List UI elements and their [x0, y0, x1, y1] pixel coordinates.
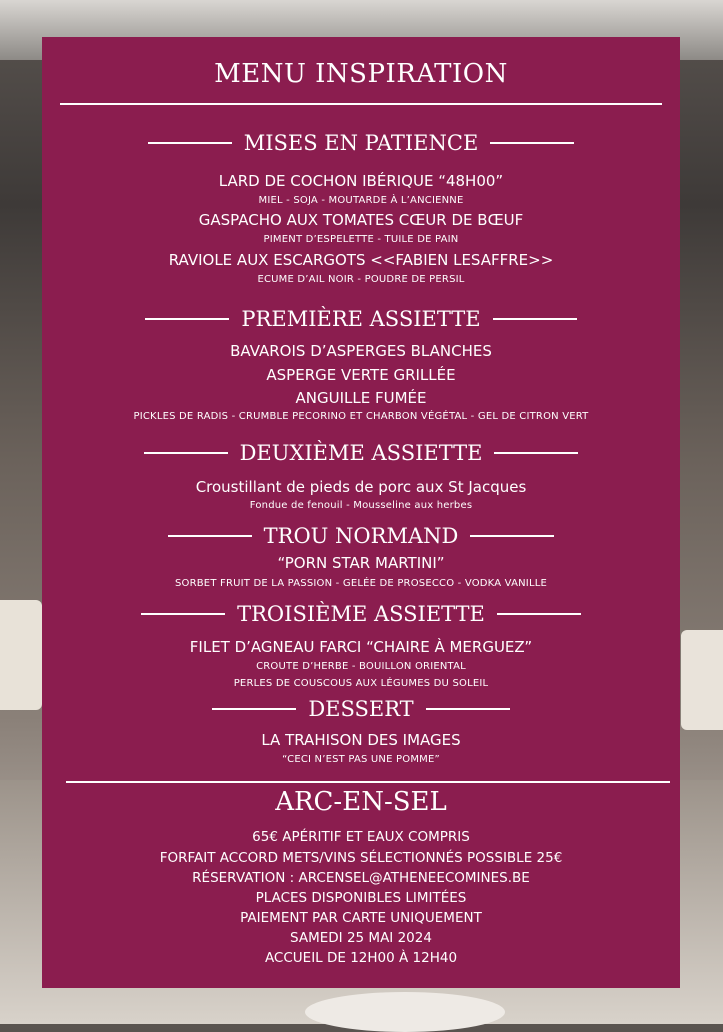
info-line: 65€ APÉRITIF ET EAUX COMPRIS	[252, 829, 470, 845]
section-heading-deuxieme-assiette	[42, 438, 680, 468]
heading-rule-left	[168, 535, 252, 537]
heading-rule-left	[212, 708, 296, 710]
heading-rule-right	[426, 708, 510, 710]
dish-description: “CECI N’EST PAS UNE POMME”	[282, 754, 440, 765]
section-heading-text: DESSERT	[308, 697, 414, 721]
info-line: RÉSERVATION : ARCENSEL@ATHENEECOMINES.BE	[192, 870, 530, 886]
dish-name: Croustillant de pieds de porc aux St Jacques	[195, 478, 527, 496]
heading-rule-left	[141, 613, 225, 615]
dish-description: ECUME D’AIL NOIR - POUDRE DE PERSIL	[257, 274, 465, 285]
dish-description: CROUTE D’HERBE - BOUILLON ORIENTAL	[256, 661, 466, 672]
section-heading-troisieme-assiette	[42, 599, 680, 629]
dish-name: “PORN STAR MARTINI”	[277, 554, 445, 572]
brand-name: ARC-EN-SEL	[275, 787, 447, 817]
info-line: ACCUEIL DE 12H00 À 12H40	[264, 950, 458, 966]
heading-rule-left	[148, 142, 232, 144]
heading-rule-left	[145, 318, 229, 320]
heading-rule-right	[490, 142, 574, 144]
section-heading-text: PREMIÈRE ASSIETTE	[241, 307, 481, 331]
section-heading-mises-en-patience	[42, 128, 680, 158]
dish-description: PIMENT D’ESPELETTE - TUILE DE PAIN	[263, 234, 459, 245]
dish-description: MIEL - SOJA - MOUTARDE À L’ANCIENNE	[258, 195, 464, 206]
dish-name: FILET D’AGNEAU FARCI “CHAIRE À MERGUEZ”	[189, 638, 533, 656]
background-plate	[305, 992, 505, 1032]
section-heading-trou-normand	[42, 521, 680, 551]
heading-rule-right	[494, 452, 578, 454]
menu-title: MENU INSPIRATION	[214, 59, 508, 89]
section-heading-premiere-assiette	[42, 304, 680, 334]
heading-rule-right	[497, 613, 581, 615]
dish-name: GASPACHO AUX TOMATES CŒUR DE BŒUF	[198, 211, 524, 229]
section-heading-text: DEUXIÈME ASSIETTE	[239, 441, 483, 465]
info-line: SAMEDI 25 MAI 2024	[290, 930, 432, 946]
dish-name: LA TRAHISON DES IMAGES	[261, 731, 461, 749]
background-table-left	[0, 600, 42, 710]
title-divider	[60, 103, 662, 105]
section-heading-text: TROU NORMAND	[263, 524, 459, 548]
dish-name: BAVAROIS D’ASPERGES BLANCHES	[230, 342, 492, 360]
section-heading-text: MISES EN PATIENCE	[243, 131, 479, 155]
dish-name: LARD DE COCHON IBÉRIQUE “48H00”	[218, 172, 504, 190]
dish-name: ANGUILLE FUMÉE	[295, 389, 427, 407]
section-heading-text: TROISIÈME ASSIETTE	[237, 602, 485, 626]
heading-rule-right	[470, 535, 554, 537]
dish-description: SORBET FRUIT DE LA PASSION - GELÉE DE PROSECCO - VODKA VANILLE	[174, 578, 548, 589]
heading-rule-right	[493, 318, 577, 320]
info-line: FORFAIT ACCORD METS/VINS SÉLECTIONNÉS POSSIBLE 25€	[159, 850, 563, 866]
section-heading-dessert	[42, 694, 680, 724]
dish-description: PICKLES DE RADIS - CRUMBLE PECORINO ET CHARBON VÉGÉTAL - GEL DE CITRON VERT	[133, 411, 589, 422]
background-table-right	[681, 630, 723, 730]
info-line: PLACES DISPONIBLES LIMITÉES	[255, 890, 467, 906]
menu-panel	[42, 37, 680, 988]
dish-description: Fondue de fenouil - Mousseline aux herbes	[249, 500, 473, 511]
heading-rule-left	[144, 452, 228, 454]
info-line: PAIEMENT PAR CARTE UNIQUEMENT	[240, 910, 482, 926]
dish-name: RAVIOLE AUX ESCARGOTS <<FABIEN LESAFFRE>>	[168, 251, 554, 269]
dish-description: PERLES DE COUSCOUS AUX LÉGUMES DU SOLEIL	[233, 678, 489, 689]
footer-divider	[66, 781, 670, 783]
dish-name: ASPERGE VERTE GRILLÉE	[266, 366, 456, 384]
